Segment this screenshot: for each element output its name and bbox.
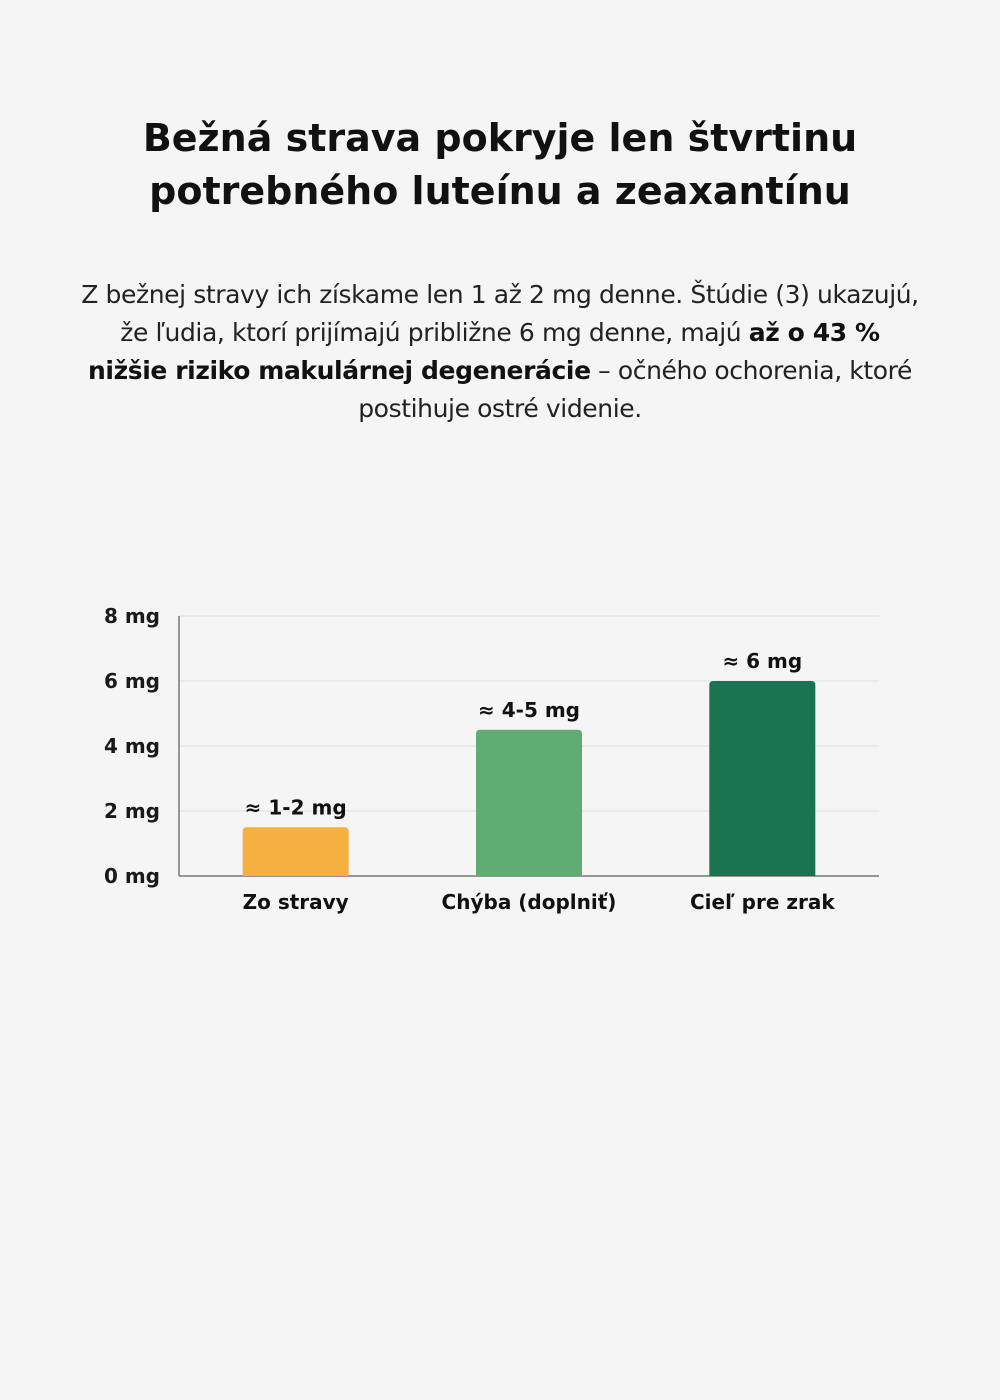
bar <box>476 730 582 876</box>
x-category-label: Cieľ pre zrak <box>689 890 835 914</box>
page-title <box>60 112 940 218</box>
y-tick-label: 6 mg <box>103 669 160 693</box>
intro-paragraph <box>80 276 920 428</box>
x-category-label: Zo stravy <box>242 890 349 914</box>
title-line-2: potrebného luteínu a zeaxantínu <box>149 169 851 213</box>
bar-value-label: ≈ 4-5 mg <box>478 697 580 722</box>
chart-container <box>0 590 1000 930</box>
bar-value-label: ≈ 6 mg <box>722 649 803 673</box>
y-tick-label: 0 mg <box>103 864 160 888</box>
title-line-1: Bežná strava pokryje len štvrtinu <box>142 116 858 160</box>
bar <box>243 827 349 876</box>
y-tick-label: 4 mg <box>103 734 160 758</box>
intro-text-start: Z bežnej stravy ich získame len 1 až 2 mg denne. Štúdie (3) ukazujú, že ľudia, ktorí prijímajú približne 6 mg denne, majú <box>81 280 919 347</box>
bar <box>709 681 815 876</box>
intro-text-end: – očného ochorenia, ktoré postihuje ostré videnie. <box>358 356 912 423</box>
y-tick-label: 2 mg <box>103 799 160 823</box>
x-category-label: Chýba (doplniť) <box>441 890 617 914</box>
intro-text-highlight: až o 43 % nižšie riziko makulárnej degenerácie <box>88 318 880 385</box>
bar-chart <box>0 590 1000 930</box>
y-tick-label: 8 mg <box>103 604 160 628</box>
bar-value-label: ≈ 1-2 mg <box>244 795 347 820</box>
